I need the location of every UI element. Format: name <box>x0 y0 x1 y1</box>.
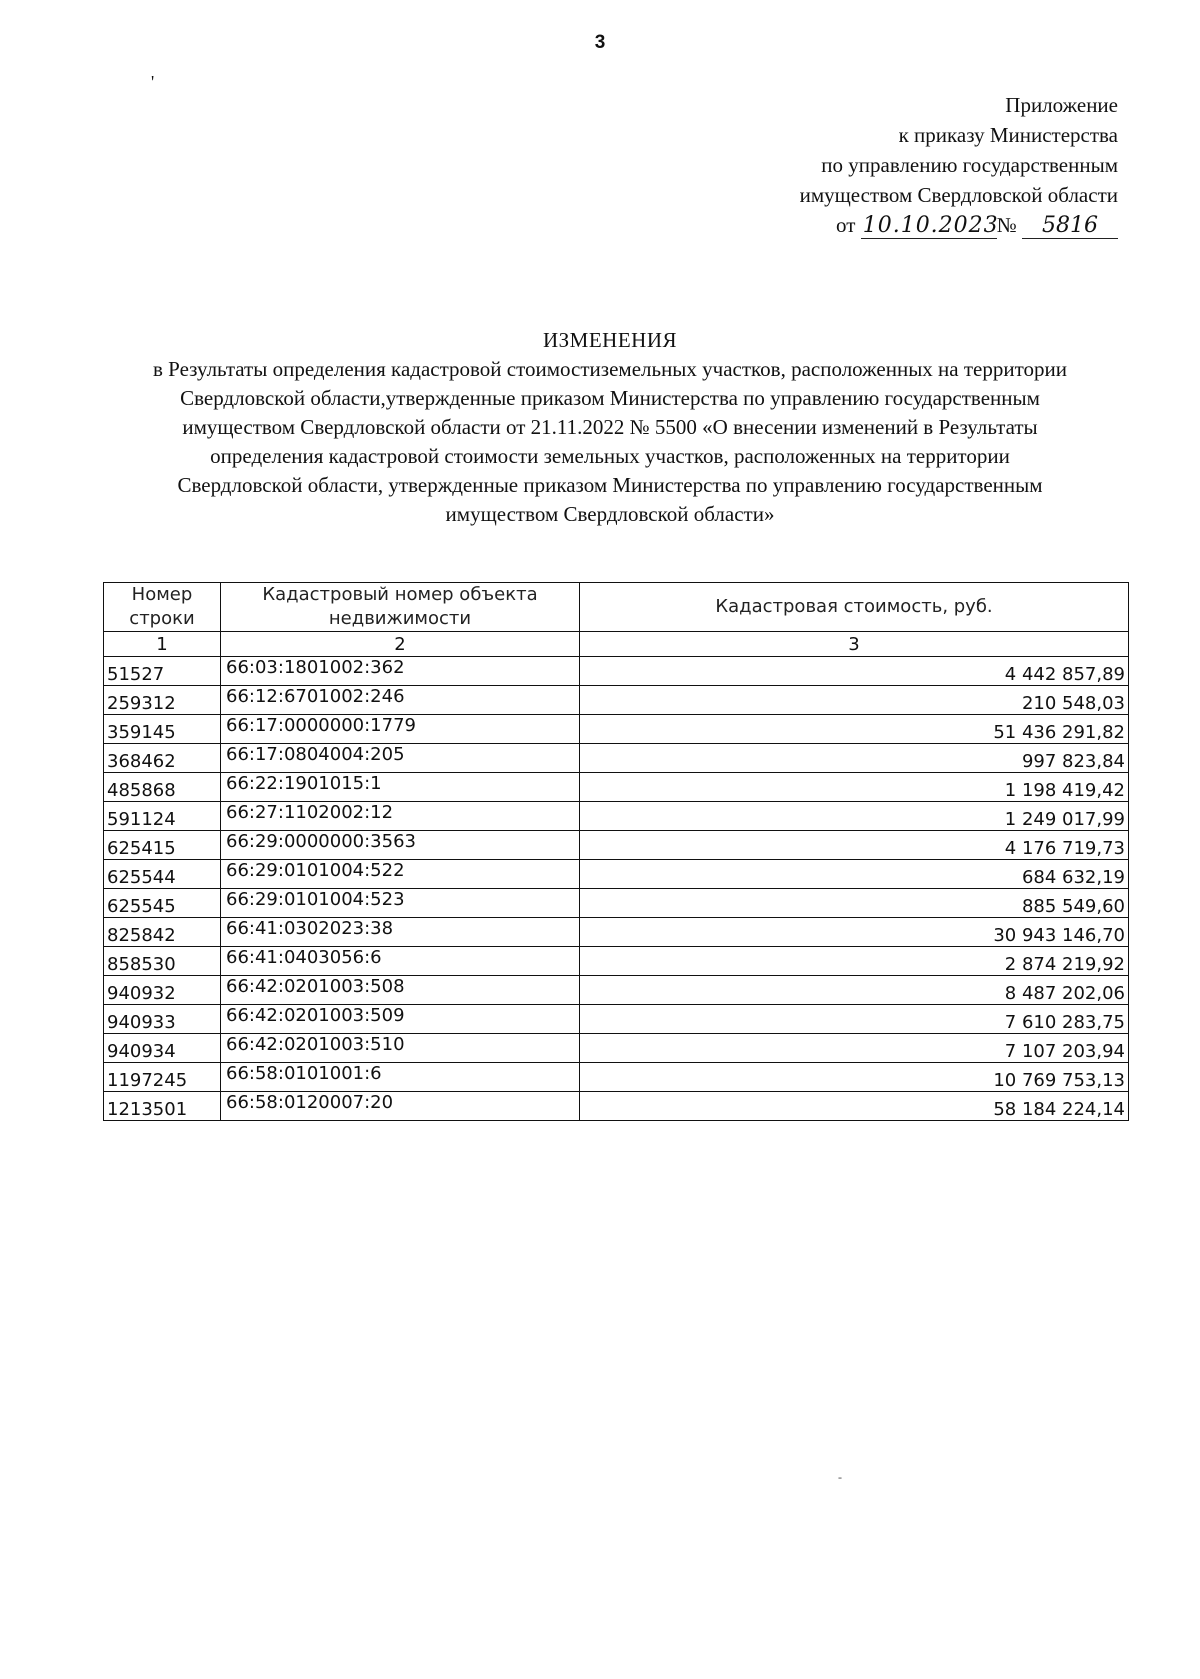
appendix-line: по управлению государственным <box>821 153 1118 177</box>
cadastral-number-cell: 66:42:0201003:509 <box>221 1005 580 1034</box>
cadastral-number-cell: 66:17:0000000:1779 <box>221 715 580 744</box>
cadastral-number-cell: 66:42:0201003:508 <box>221 976 580 1005</box>
stray-bottom-mark: - <box>838 1470 842 1484</box>
document-title: ИЗМЕНЕНИЯ <box>542 328 678 352</box>
row-number-cell: 359145 <box>104 715 221 744</box>
number-prefix: № <box>996 213 1017 237</box>
cadastral-number-cell: 66:58:0120007:20 <box>221 1092 580 1121</box>
row-number-cell: 940933 <box>104 1005 221 1034</box>
heading-line: определения кадастровой стоимости земельных участков, расположенных на территории <box>210 444 1010 468</box>
cadastral-value-cell: 4 442 857,89 <box>580 657 1129 686</box>
table-row <box>104 1092 1129 1121</box>
heading-line: Свердловской области,утвержденные приказом Министерства по управлению государственным <box>180 386 1040 410</box>
cadastral-number-cell: 66:41:0302023:38 <box>221 918 580 947</box>
cadastral-number-cell: 66:22:1901015:1 <box>221 773 580 802</box>
cadastral-table-wrapper <box>103 582 1129 1121</box>
cadastral-table <box>103 582 1129 1121</box>
table-row <box>104 976 1129 1005</box>
cadastral-value-cell: 885 549,60 <box>580 889 1129 918</box>
header-cadastral-value: Кадастровая стоимость, руб. <box>580 583 1129 632</box>
appendix-block <box>800 90 1118 240</box>
table-row <box>104 657 1129 686</box>
table-row <box>104 1005 1129 1034</box>
page-number: 3 <box>594 32 606 53</box>
table-row <box>104 1063 1129 1092</box>
header-row-number-line1: Номер <box>131 584 193 605</box>
table-row <box>104 1034 1129 1063</box>
appendix-line: Приложение <box>1005 93 1118 117</box>
cadastral-value-cell: 7 610 283,75 <box>580 1005 1129 1034</box>
heading-line: Свердловской области, утвержденные приказом Министерства по управлению государственным <box>177 473 1043 497</box>
table-body <box>104 632 1129 1121</box>
heading-line: имуществом Свердловской области» <box>445 502 775 526</box>
cadastral-value-cell: 30 943 146,70 <box>580 918 1129 947</box>
cadastral-value-cell: 210 548,03 <box>580 686 1129 715</box>
order-date-number <box>800 210 1118 240</box>
table-row <box>104 918 1129 947</box>
header-cadastral-number <box>221 583 580 632</box>
cadastral-number-cell: 66:29:0101004:522 <box>221 860 580 889</box>
appendix-line: имуществом Свердловской области <box>799 183 1118 207</box>
row-number-cell: 485868 <box>104 773 221 802</box>
row-number-cell: 940934 <box>104 1034 221 1063</box>
cadastral-number-cell: 66:12:6701002:246 <box>221 686 580 715</box>
column-index: 2 <box>221 632 580 657</box>
cadastral-number-cell: 66:42:0201003:510 <box>221 1034 580 1063</box>
row-number-cell: 1197245 <box>104 1063 221 1092</box>
row-number-cell: 259312 <box>104 686 221 715</box>
table-row <box>104 744 1129 773</box>
column-index: 3 <box>580 632 1129 657</box>
stray-mark: ' <box>151 72 155 92</box>
heading-line: в Результаты определения кадастровой стоимостиземельных участков, расположенных на территории <box>153 357 1067 381</box>
cadastral-value-cell: 4 176 719,73 <box>580 831 1129 860</box>
cadastral-value-cell: 10 769 753,13 <box>580 1063 1129 1092</box>
table-row <box>104 802 1129 831</box>
cadastral-value-cell: 1 249 017,99 <box>580 802 1129 831</box>
table-header-row <box>104 583 1129 632</box>
cadastral-value-cell: 997 823,84 <box>580 744 1129 773</box>
cadastral-value-cell: 7 107 203,94 <box>580 1034 1129 1063</box>
row-number-cell: 625545 <box>104 889 221 918</box>
table-row <box>104 831 1129 860</box>
row-number-cell: 825842 <box>104 918 221 947</box>
row-number-cell: 858530 <box>104 947 221 976</box>
cadastral-number-cell: 66:29:0000000:3563 <box>221 831 580 860</box>
cadastral-number-cell: 66:41:0403056:6 <box>221 947 580 976</box>
table-row <box>104 947 1129 976</box>
cadastral-value-cell: 684 632,19 <box>580 860 1129 889</box>
table-row <box>104 860 1129 889</box>
column-index-row <box>104 632 1129 657</box>
header-cadastral-line1: Кадастровый номер объекта <box>262 584 538 605</box>
table-row <box>104 715 1129 744</box>
cadastral-value-cell: 58 184 224,14 <box>580 1092 1129 1121</box>
row-number-cell: 625415 <box>104 831 221 860</box>
table-row <box>104 889 1129 918</box>
cadastral-number-cell: 66:17:0804004:205 <box>221 744 580 773</box>
header-cadastral-line2: недвижимости <box>328 608 472 629</box>
cadastral-value-cell: 1 198 419,42 <box>580 773 1129 802</box>
cadastral-value-cell: 8 487 202,06 <box>580 976 1129 1005</box>
cadastral-number-cell: 66:27:1102002:12 <box>221 802 580 831</box>
appendix-line: к приказу Министерства <box>898 123 1118 147</box>
row-number-cell: 368462 <box>104 744 221 773</box>
header-row-number-line2: строки <box>129 608 195 629</box>
cadastral-number-cell: 66:58:0101001:6 <box>221 1063 580 1092</box>
cadastral-value-cell: 2 874 219,92 <box>580 947 1129 976</box>
handwritten-order-number: 5816 <box>1022 214 1118 239</box>
cadastral-number-cell: 66:03:1801002:362 <box>221 657 580 686</box>
table-row <box>104 773 1129 802</box>
date-prefix: от <box>836 213 856 237</box>
row-number-cell: 591124 <box>104 802 221 831</box>
document-heading <box>90 326 1130 529</box>
row-number-cell: 1213501 <box>104 1092 221 1121</box>
table-row <box>104 686 1129 715</box>
row-number-cell: 625544 <box>104 860 221 889</box>
cadastral-value-cell: 51 436 291,82 <box>580 715 1129 744</box>
row-number-cell: 940932 <box>104 976 221 1005</box>
handwritten-date: 10.10.2023 <box>862 213 999 238</box>
header-row-number <box>104 583 221 632</box>
heading-line: имуществом Свердловской области от 21.11.2022 № 5500 «О внесении изменений в Результаты <box>182 415 1038 439</box>
column-index: 1 <box>104 632 221 657</box>
row-number-cell: 51527 <box>104 657 221 686</box>
cadastral-number-cell: 66:29:0101004:523 <box>221 889 580 918</box>
